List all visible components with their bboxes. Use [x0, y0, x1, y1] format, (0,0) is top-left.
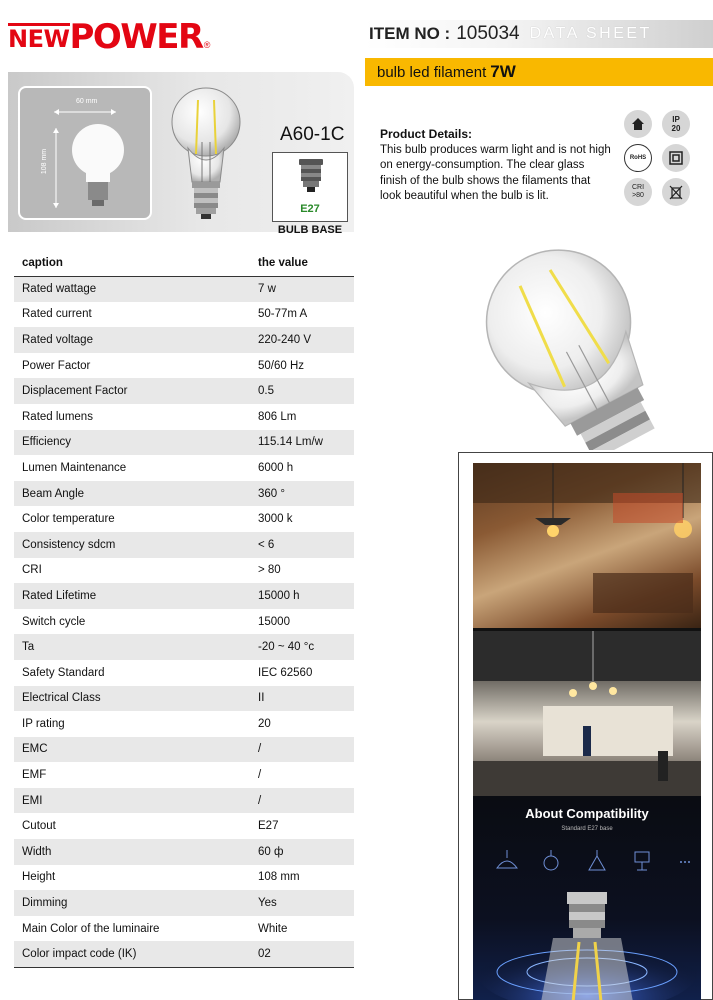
spec-value: 60 ф [250, 839, 354, 865]
datasheet-title: DATA SHEET [529, 25, 652, 42]
spec-caption: Dimming [14, 890, 250, 916]
model-name: A60-1C [280, 124, 345, 145]
spec-caption: Color temperature [14, 506, 250, 532]
table-row [14, 558, 354, 584]
table-row [14, 276, 354, 302]
spec-caption: Lumen Maintenance [14, 455, 250, 481]
spec-value: 15000 [250, 609, 354, 635]
table-row [14, 686, 354, 712]
spec-caption: Switch cycle [14, 609, 250, 635]
spec-value: 6000 h [250, 455, 354, 481]
spec-caption: Rated Lifetime [14, 583, 250, 609]
table-row [14, 302, 354, 328]
spec-value: 0.5 [250, 378, 354, 404]
logo-power-text: POWER [69, 17, 203, 57]
spec-value: 15000 h [250, 583, 354, 609]
table-row [14, 941, 354, 967]
pendant-icon [497, 850, 517, 868]
spec-caption: Color impact code (IK) [14, 941, 250, 967]
table-row [14, 430, 354, 456]
table-row [14, 916, 354, 942]
fixture-icons-row [473, 844, 701, 884]
spec-caption: Ta [14, 634, 250, 660]
table-row [14, 353, 354, 379]
cri-icon [624, 178, 652, 206]
cone-lamp-icon [589, 850, 605, 870]
dimension-diagram [18, 86, 152, 220]
spec-caption: Width [14, 839, 250, 865]
dimension-height-label: 108 mm [41, 148, 49, 175]
spec-table [14, 250, 354, 968]
e27-base-icon [273, 153, 349, 203]
table-row [14, 839, 354, 865]
spec-value: / [250, 737, 354, 763]
spec-caption: Power Factor [14, 353, 250, 379]
table-row [14, 711, 354, 737]
table-row [14, 609, 354, 635]
compatibility-section [473, 796, 701, 1000]
office-photo [473, 631, 701, 796]
lifestyle-photos [473, 463, 701, 1000]
spec-value: 7 w [250, 276, 354, 302]
spec-caption: EMF [14, 762, 250, 788]
spec-value: II [250, 686, 354, 712]
spec-value: 806 Lm [250, 404, 354, 430]
spec-value: > 80 [250, 558, 354, 584]
table-row [14, 583, 354, 609]
spec-caption: Rated current [14, 302, 250, 328]
base-code: E27 [300, 203, 320, 215]
spec-caption: Efficiency [14, 430, 250, 456]
spec-value: 360 ° [250, 481, 354, 507]
globe-lamp-icon [544, 850, 558, 870]
spec-value: 220-240 V [250, 327, 354, 353]
spec-caption: CRI [14, 558, 250, 584]
item-header [365, 20, 713, 48]
table-row [14, 634, 354, 660]
bulb-silhouette-icon [20, 88, 150, 218]
spec-value: < 6 [250, 532, 354, 558]
table-row [14, 378, 354, 404]
table-row [14, 532, 354, 558]
spec-caption: Electrical Class [14, 686, 250, 712]
spec-caption: Consistency sdcm [14, 532, 250, 558]
spec-value: 20 [250, 711, 354, 737]
weee-bin-icon [662, 178, 690, 206]
table-row [14, 481, 354, 507]
table-row [14, 660, 354, 686]
cri-value: >80 [632, 192, 644, 199]
spec-caption: EMC [14, 737, 250, 763]
logo-registered-mark: ® [203, 40, 211, 50]
bulb-base-box [272, 152, 348, 222]
filament-bulb-image [166, 82, 246, 232]
spec-value: E27 [250, 813, 354, 839]
spec-caption: IP rating [14, 711, 250, 737]
spec-value: White [250, 916, 354, 942]
spec-value: 50-77m A [250, 302, 354, 328]
spec-value: / [250, 762, 354, 788]
product-wattage: 7W [490, 62, 516, 81]
ip-label: IP [672, 115, 680, 124]
spec-caption: Rated lumens [14, 404, 250, 430]
cri-label: CRI [631, 184, 645, 191]
table-header-value: the value [250, 250, 354, 276]
table-row [14, 506, 354, 532]
office-interior-image [473, 631, 701, 796]
spec-value: 3000 k [250, 506, 354, 532]
product-subtitle-bar [365, 58, 713, 86]
spec-caption: Main Color of the luminaire [14, 916, 250, 942]
table-row [14, 865, 354, 891]
spec-value: 115.14 Lm/w [250, 430, 354, 456]
table-row [14, 455, 354, 481]
product-details [380, 127, 612, 205]
table-row [14, 327, 354, 353]
indoor-use-icon [624, 110, 652, 138]
table-row [14, 788, 354, 814]
brand-logo [8, 17, 211, 57]
spec-value: 108 mm [250, 865, 354, 891]
table-header-caption: caption [14, 250, 250, 276]
item-number-value: 105034 [456, 23, 520, 44]
ip-value: 20 [671, 124, 681, 133]
spec-value: 02 [250, 941, 354, 967]
lifestyle-photo-panel [458, 452, 713, 1000]
spec-value: -20 ~ 40 °c [250, 634, 354, 660]
compatibility-subtitle: Standard E27 base [561, 826, 613, 832]
item-number-label: ITEM NO : [369, 24, 451, 43]
spec-caption: Rated wattage [14, 276, 250, 302]
spec-value: IEC 62560 [250, 660, 354, 686]
spec-value: Yes [250, 890, 354, 916]
more-icon [680, 861, 690, 863]
table-row [14, 737, 354, 763]
pendant-lamps-image [473, 463, 701, 628]
spec-caption: EMI [14, 788, 250, 814]
restaurant-photo [473, 463, 701, 628]
bulb-base-caption: BULB BASE [277, 224, 343, 236]
table-row [14, 813, 354, 839]
rohs-label: RoHS [629, 155, 647, 161]
table-header-row [14, 250, 354, 276]
spec-value: 50/60 Hz [250, 353, 354, 379]
compatibility-title: About Compatibility [525, 806, 649, 821]
desk-lamp-icon [635, 852, 649, 870]
rohs-icon [624, 144, 652, 172]
product-details-text: This bulb produces warm light and is not high on energy-consumption. The clear glass finish of the bulb shows the filaments that look beautiful when the bulb is lit. [380, 143, 611, 202]
spec-caption: Safety Standard [14, 660, 250, 686]
table-row [14, 762, 354, 788]
glowing-bulb-base-image [473, 882, 701, 1000]
product-details-title: Product Details: [380, 127, 473, 141]
product-subtitle: bulb led filament [377, 63, 487, 81]
logo-new-text: NEW [8, 25, 70, 53]
spec-caption: Displacement Factor [14, 378, 250, 404]
spec-caption: Rated voltage [14, 327, 250, 353]
class-ii-icon [662, 144, 690, 172]
spec-caption: Cutout [14, 813, 250, 839]
spec-value: / [250, 788, 354, 814]
table-row [14, 890, 354, 916]
table-row [14, 404, 354, 430]
ip20-icon [662, 110, 690, 138]
dimension-width-label: 60 mm [76, 98, 98, 105]
certification-icons [624, 110, 704, 210]
spec-caption: Beam Angle [14, 481, 250, 507]
large-bulb-image [470, 218, 713, 450]
spec-caption: Height [14, 865, 250, 891]
